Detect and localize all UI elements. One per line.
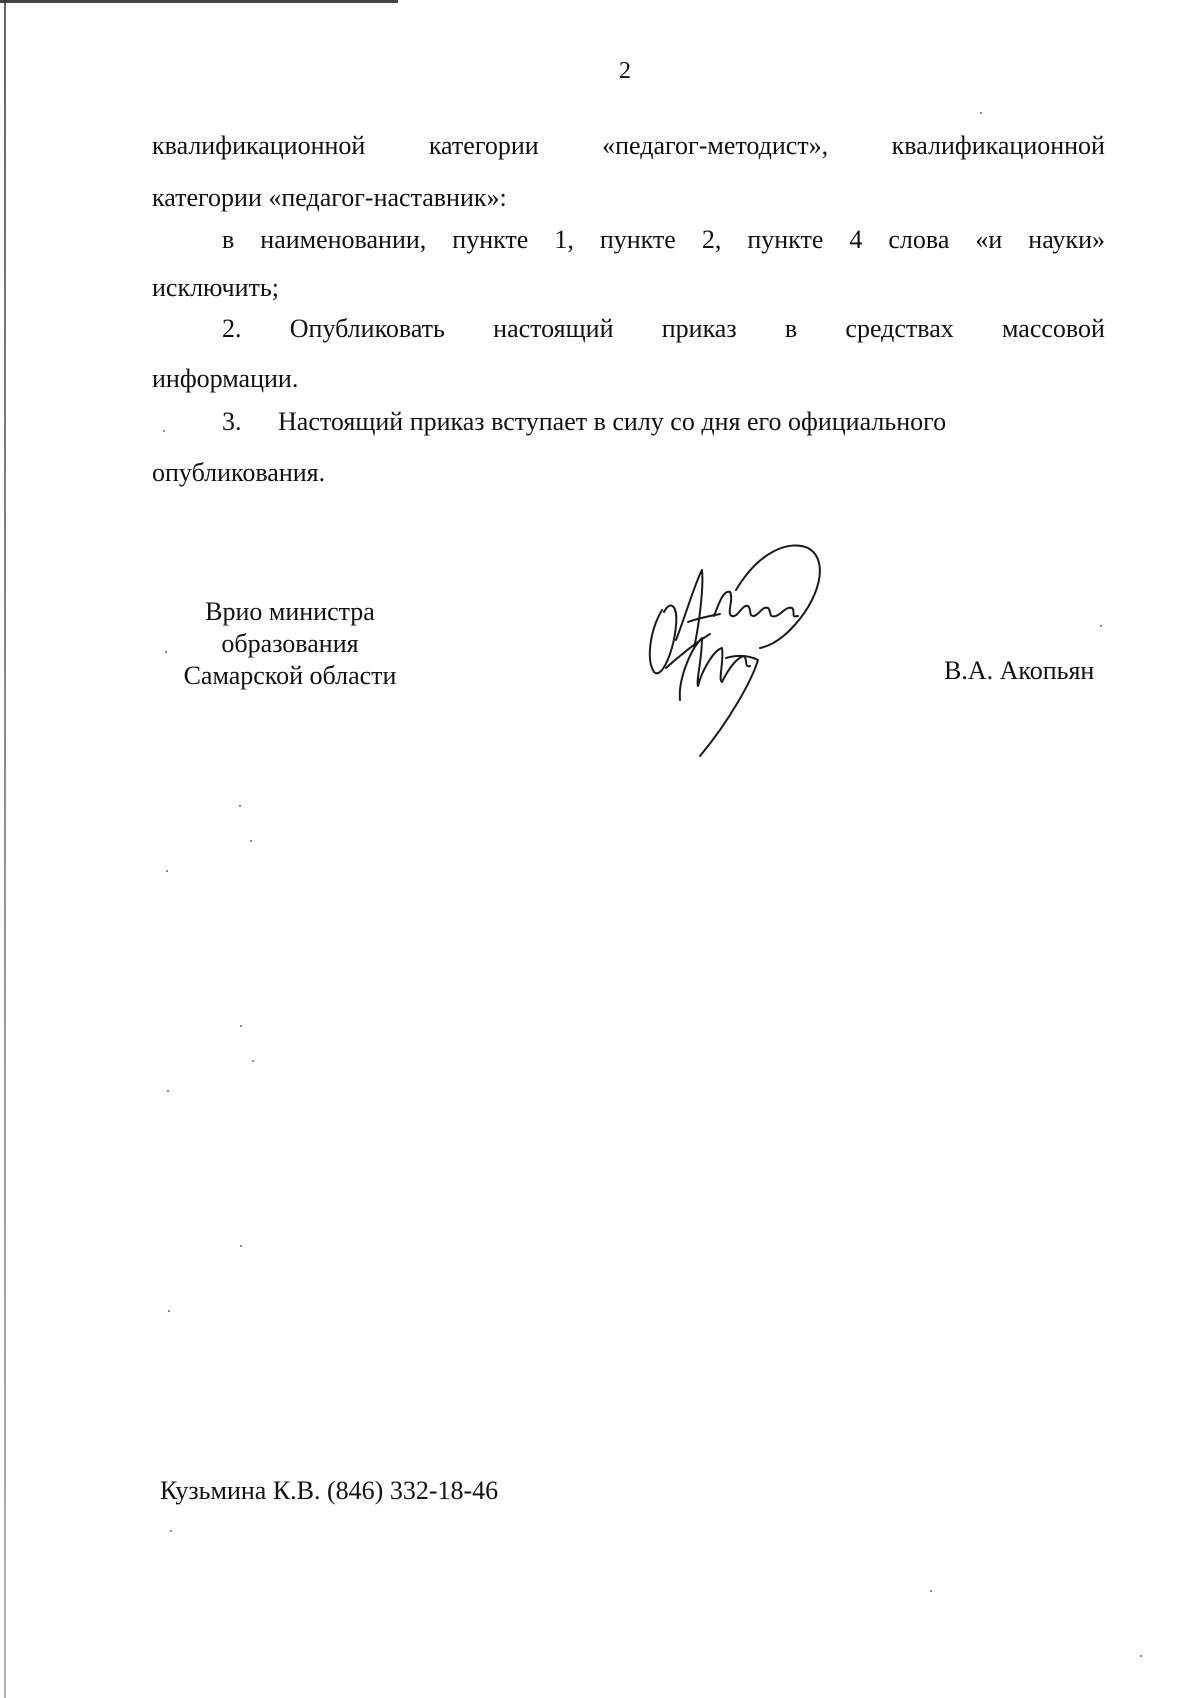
body-line-4: исключить;	[152, 273, 279, 302]
scan-speck	[240, 1025, 242, 1027]
word: средствах	[845, 314, 954, 343]
word: категории	[428, 131, 539, 160]
word: 1,	[554, 225, 574, 254]
item-number: 3.	[222, 407, 242, 436]
word: приказ	[661, 314, 737, 343]
scan-speck	[170, 1530, 172, 1532]
word: квалификационной	[891, 131, 1105, 160]
scan-speck	[930, 1590, 932, 1592]
word: настоящий	[493, 314, 614, 343]
word: пункте	[452, 225, 529, 254]
body-line-1	[152, 131, 1105, 161]
scan-speck	[250, 840, 252, 842]
word: «педагог-методист»,	[602, 131, 829, 160]
word: пункте	[747, 225, 824, 254]
signer-title-line: образования	[221, 629, 359, 658]
scan-speck	[252, 1060, 254, 1062]
body-line-6: информации.	[152, 364, 299, 393]
scan-speck	[1100, 625, 1102, 627]
body-line-7	[222, 407, 946, 437]
body-line-2: категории «педагог-наставник»:	[152, 183, 507, 212]
word: наименовании,	[260, 225, 427, 254]
scan-speck	[239, 805, 241, 807]
body-line-8: опубликования.	[152, 458, 326, 487]
word: квалификационной	[152, 131, 366, 160]
scan-edge-left	[4, 0, 6, 1698]
scan-speck	[980, 112, 982, 114]
word: в	[222, 225, 235, 254]
item-text: Настоящий приказ вступает в силу со дня его официального	[278, 407, 947, 436]
scan-speck	[168, 1310, 170, 1312]
signer-title-line: Врио министра	[205, 597, 375, 626]
signer-title-line: Самарской области	[183, 661, 397, 690]
word: пункте	[599, 225, 676, 254]
word: слова	[888, 225, 950, 254]
word: «и	[975, 225, 1003, 254]
scan-speck	[165, 651, 167, 653]
scan-speck	[167, 1090, 169, 1092]
body-line-5	[222, 314, 1105, 344]
word: науки»	[1028, 225, 1105, 254]
scan-speck	[163, 430, 165, 432]
word: массовой	[1002, 314, 1105, 343]
word: 2,	[701, 225, 722, 254]
scan-speck	[1140, 1655, 1142, 1657]
contact-info: Кузьмина К.В. (846) 332-18-46	[160, 1476, 499, 1505]
signer-title	[160, 596, 420, 692]
scan-speck	[240, 1245, 242, 1247]
page-number: 2	[619, 58, 631, 84]
scan-speck	[166, 870, 168, 872]
signer-name: В.А. Акопьян	[944, 656, 1095, 685]
handwritten-signature	[640, 530, 840, 770]
word: Опубликовать	[289, 314, 445, 343]
word: 4	[849, 225, 863, 254]
scan-edge-top	[0, 0, 398, 3]
body-line-3	[222, 225, 1105, 255]
word: 2.	[222, 314, 242, 343]
word: в	[784, 314, 798, 343]
